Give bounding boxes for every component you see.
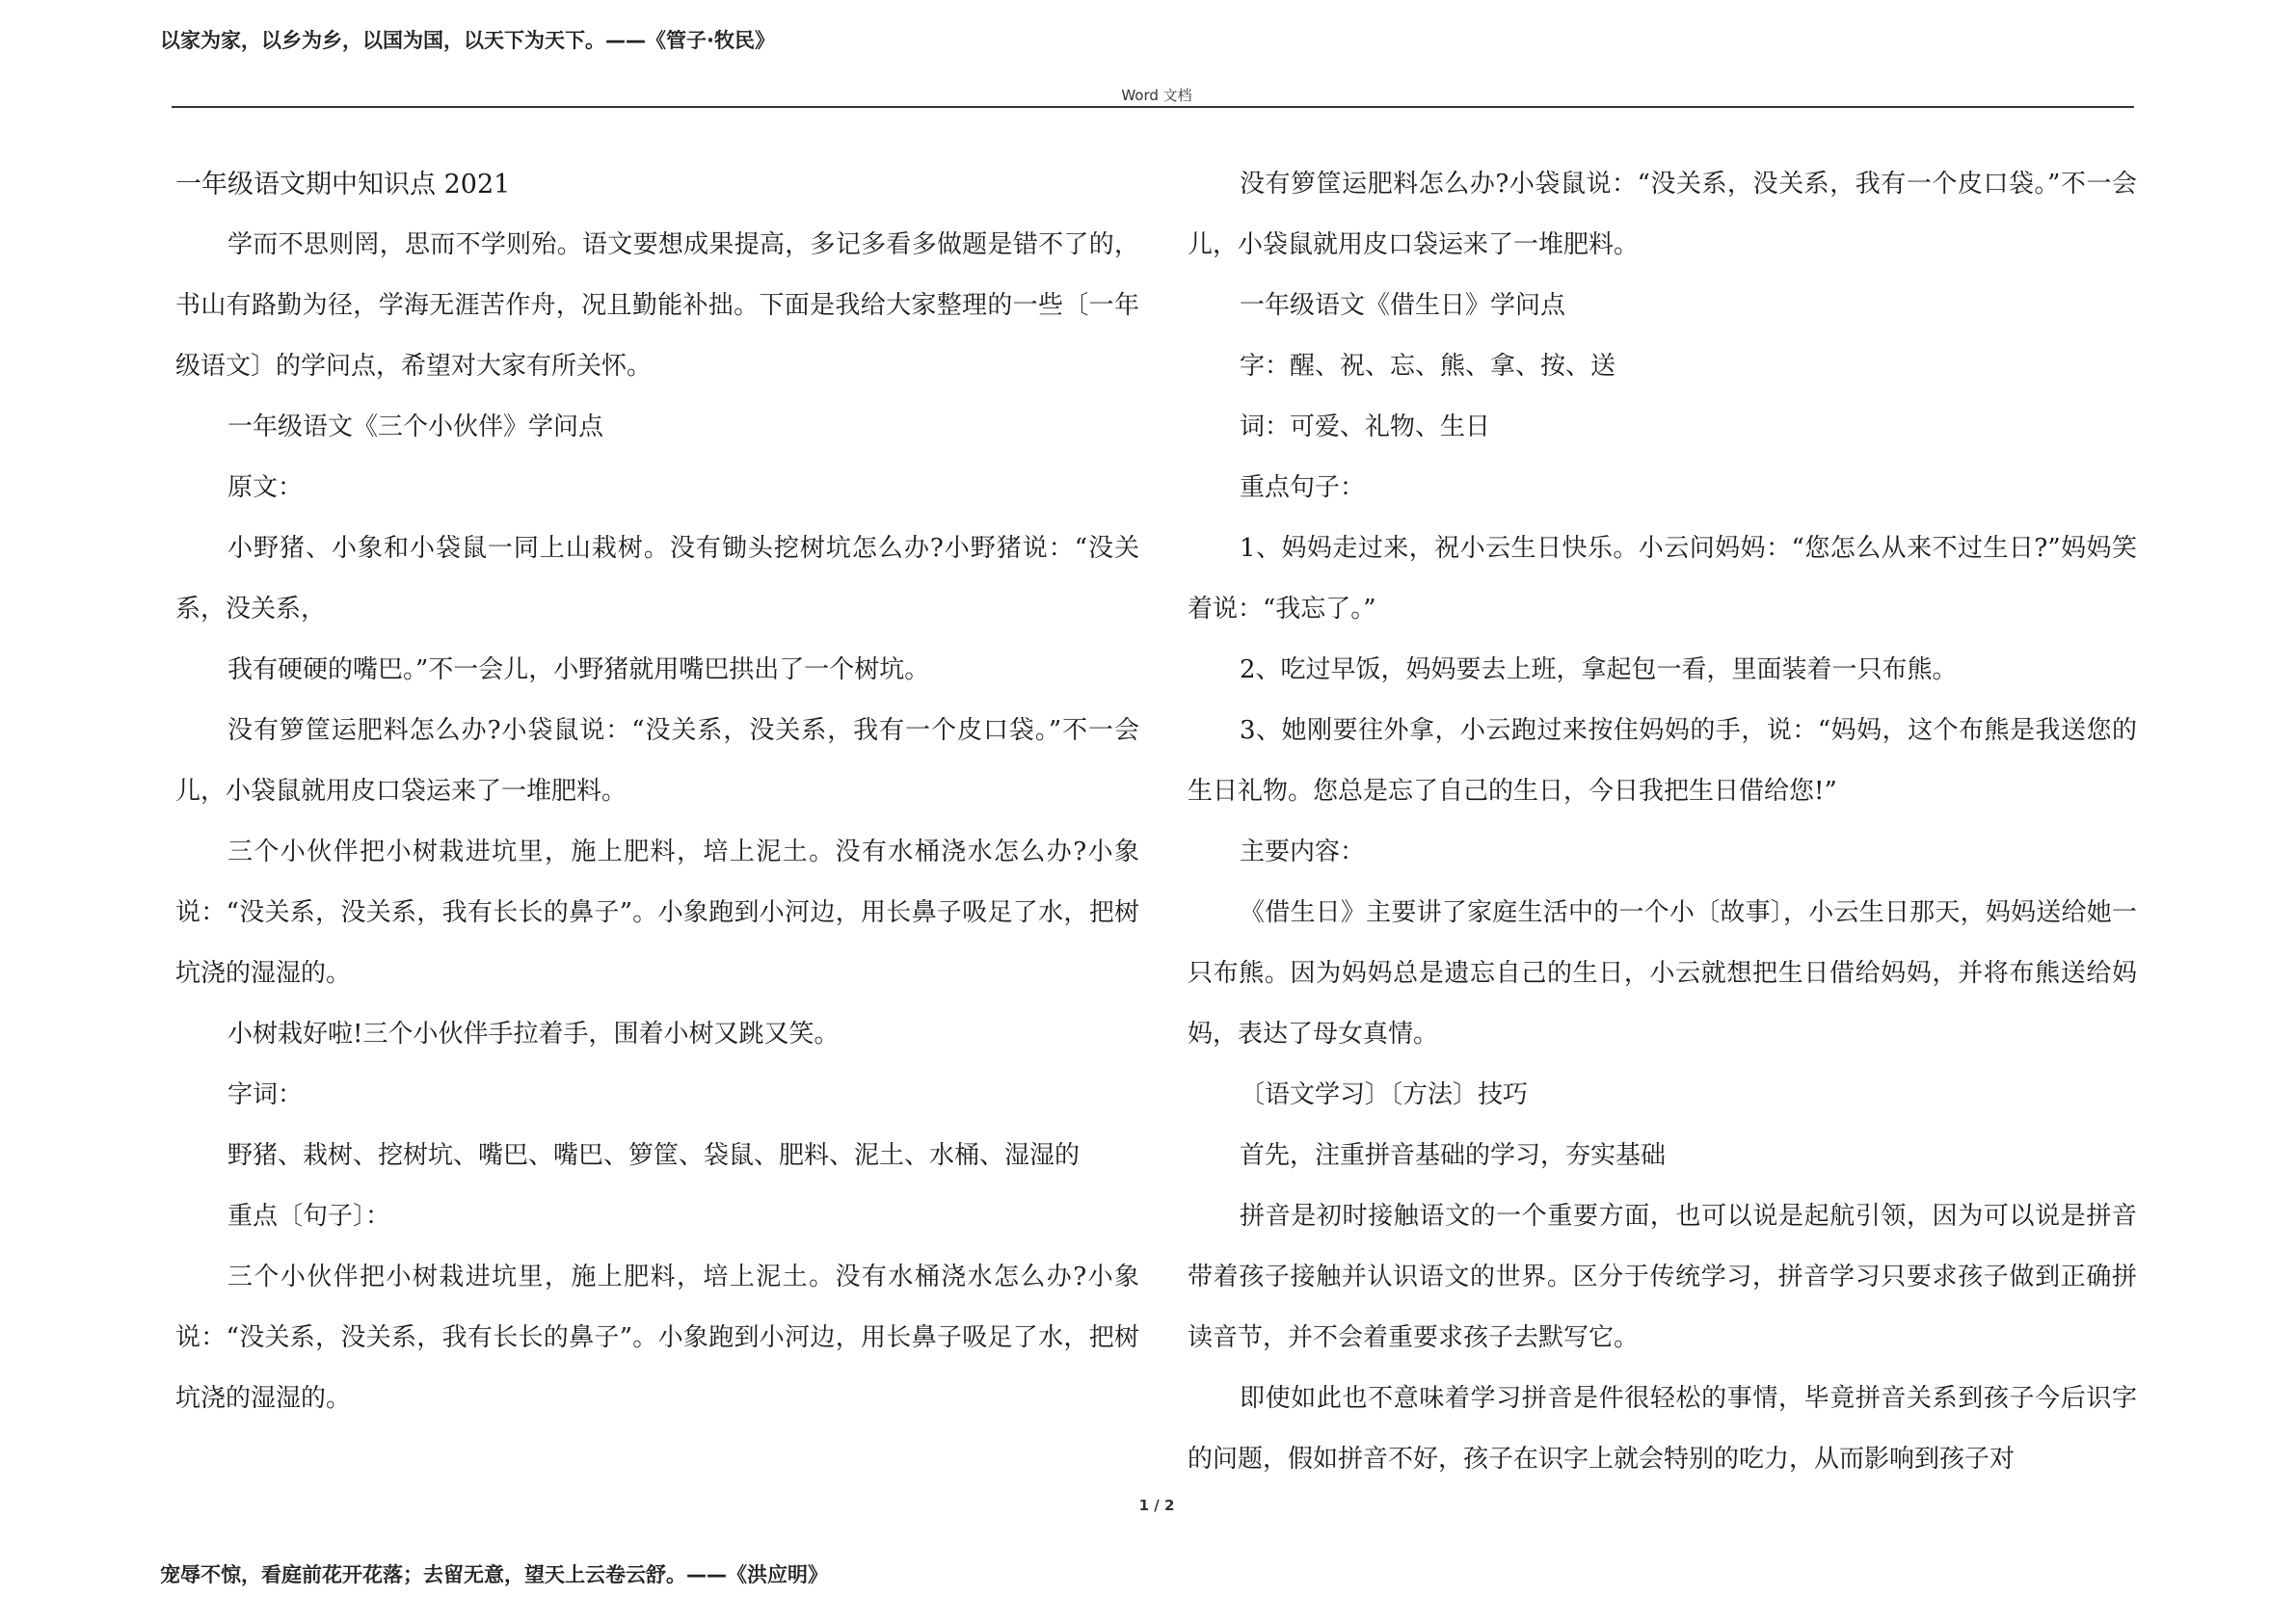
paragraph: 2、吃过早饭，妈妈要去上班，拿起包一看，里面装着一只布熊。 (1240, 655, 1958, 684)
paragraph: 小树栽好啦!三个小伙伴手拉着手，围着小树又跳又笑。 (227, 1020, 840, 1049)
paragraph: 三个小伙伴把小树栽进坑里，施上肥料，培上泥土。没有水桶浇水怎么办?小象说：“没关系，没关系，我有长长的鼻子”。小象跑到小河边，用长鼻子吸足了水，把树坑浇的湿湿的。 (175, 1263, 1139, 1413)
paragraph: 重点句子： (1240, 473, 1366, 502)
paragraph: 野猪、栽树、挖树坑、嘴巴、嘴巴、箩筐、袋鼠、肥料、泥土、水桶、湿湿的 (227, 1141, 1081, 1170)
paragraph: 我有硬硬的嘴巴。”不一会儿，小野猪就用嘴巴拱出了一个树坑。 (227, 655, 930, 684)
paragraph: 首先，注重拼音基础的学习，夯实基础 (1240, 1141, 1667, 1170)
paragraph: 重点〔句子〕： (227, 1202, 391, 1231)
page-indicator: 1 / 2 (1138, 1497, 1175, 1514)
section-heading: 一年级语文《三个小伙伴》学问点 (227, 412, 604, 441)
paragraph: 1、妈妈走过来，祝小云生日快乐。小云问妈妈：“您怎么从来不过生日?”妈妈笑着说：“我忘了。” (1188, 534, 2137, 624)
left-column (175, 154, 1139, 1429)
document-title: 一年级语文期中知识点 2021 (175, 170, 511, 200)
right-column (1188, 154, 2137, 1490)
doc-type-label: Word 文档 (1121, 87, 1192, 104)
paragraph: 即使如此也不意味着学习拼音是件很轻松的事情，毕竟拼音关系到孩子今后识字的问题，假如拼音不好，孩子在识字上就会特别的吃力，从而影响到孩子对 (1188, 1384, 2137, 1474)
paragraph: 小野猪、小象和小袋鼠一同上山栽树。没有锄头挖树坑怎么办?小野猪说：“没关系，没关系， (175, 534, 1139, 624)
paragraph: 〔语文学习〕〔方法〕技巧 (1240, 1080, 1529, 1109)
paragraph: 拼音是初时接触语文的一个重要方面，也可以说是起航引领，因为可以说是拼音带着孩子接触并认识语文的世界。区分于传统学习，拼音学习只要求孩子做到正确拼读音节，并不会着重要求孩子去默写它。 (1188, 1202, 2137, 1352)
paragraph: 字：醒、祝、忘、熊、拿、按、送 (1240, 352, 1616, 381)
paragraph: 主要内容： (1240, 838, 1366, 866)
paragraph: 没有箩筐运肥料怎么办?小袋鼠说：“没关系，没关系，我有一个皮口袋。”不一会儿，小袋鼠就用皮口袋运来了一堆肥料。 (175, 716, 1139, 806)
paragraph: 三个小伙伴把小树栽进坑里，施上肥料，培上泥土。没有水桶浇水怎么办?小象说：“没关系，没关系，我有长长的鼻子”。小象跑到小河边，用长鼻子吸足了水，把树坑浇的湿湿的。 (175, 838, 1139, 988)
paragraph: 学而不思则罔，思而不学则殆。语文要想成果提高，多记多看多做题是错不了的，书山有路勤为径，学海无涯苦作舟，况且勤能补拙。下面是我给大家整理的一些〔一年级语文〕的学问点，希望对大家有所关怀。 (175, 230, 1139, 381)
section-heading: 一年级语文《借生日》学问点 (1240, 291, 1566, 320)
header-divider (172, 106, 2134, 108)
footer-quote: 宠辱不惊，看庭前花开花落；去留无意，望天上云卷云舒。——《洪应明》 (160, 1563, 828, 1586)
paragraph: 原文： (227, 473, 304, 502)
header-quote: 以家为家，以乡为乡，以国为国，以天下为天下。——《管子·牧民》 (160, 29, 775, 52)
paragraph: 字词： (227, 1080, 304, 1109)
paragraph: 3、她刚要往外拿，小云跑过来按住妈妈的手，说：“妈妈，这个布熊是我送您的生日礼物。您总是忘了自己的生日，今日我把生日借给您!” (1188, 716, 2137, 806)
paragraph: 词：可爱、礼物、生日 (1240, 412, 1491, 441)
paragraph: 《借生日》主要讲了家庭生活中的一个小〔故事〕，小云生日那天，妈妈送给她一只布熊。因为妈妈总是遗忘自己的生日，小云就想把生日借给妈妈，并将布熊送给妈妈，表达了母女真情。 (1188, 898, 2137, 1049)
paragraph: 没有箩筐运肥料怎么办?小袋鼠说：“没关系，没关系，我有一个皮口袋。”不一会儿，小袋鼠就用皮口袋运来了一堆肥料。 (1188, 170, 2137, 259)
